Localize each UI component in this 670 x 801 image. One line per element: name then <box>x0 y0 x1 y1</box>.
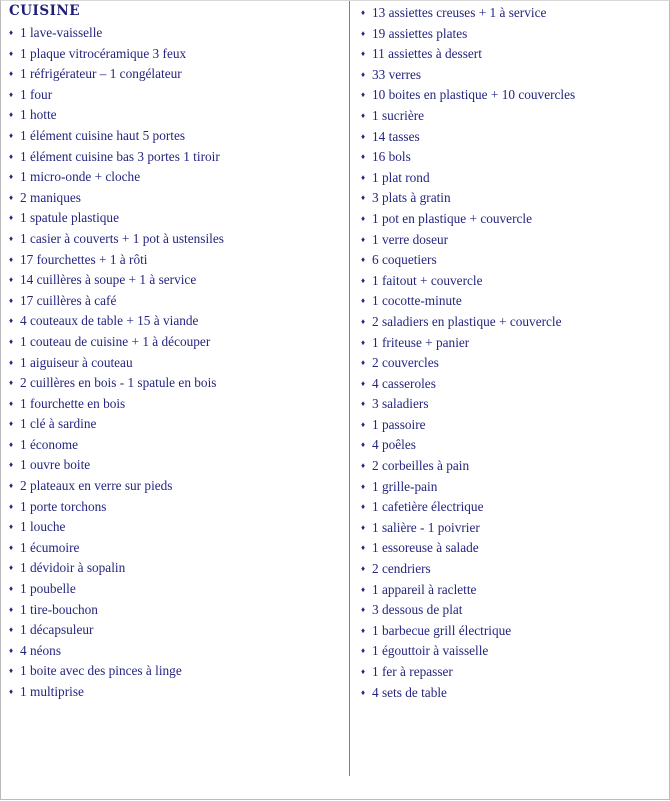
diamond-bullet-icon: ♦ <box>361 564 366 574</box>
diamond-bullet-icon: ♦ <box>9 295 14 305</box>
list-item-label: 19 assiettes plates <box>372 25 468 41</box>
list-item <box>361 353 670 374</box>
diamond-bullet-icon: ♦ <box>9 110 14 120</box>
diamond-bullet-icon: ♦ <box>9 48 14 58</box>
diamond-bullet-icon: ♦ <box>361 49 366 59</box>
list-item <box>361 559 670 580</box>
list-item-label: 2 plateaux en verre sur pieds <box>20 478 173 494</box>
list-item <box>361 106 670 127</box>
list-item <box>361 3 670 24</box>
diamond-bullet-icon: ♦ <box>361 605 366 615</box>
diamond-bullet-icon: ♦ <box>9 28 14 37</box>
list-item <box>9 641 349 662</box>
column-divider <box>349 1 350 776</box>
diamond-bullet-icon: ♦ <box>361 419 366 429</box>
list-item <box>361 65 670 86</box>
list-item-label: 1 égouttoir à vaisselle <box>372 643 489 659</box>
diamond-bullet-icon: ♦ <box>361 234 366 244</box>
list-item <box>9 579 349 600</box>
list-item-label: 4 couteaux de table + 15 à viande <box>20 313 199 329</box>
diamond-bullet-icon: ♦ <box>9 89 14 99</box>
diamond-bullet-icon: ♦ <box>361 110 366 120</box>
list-item <box>9 455 349 476</box>
list-item <box>9 188 349 209</box>
list-item-label: 1 grille-pain <box>372 478 438 494</box>
diamond-bullet-icon: ♦ <box>361 316 366 326</box>
list-item-label: 1 verre doseur <box>372 231 449 247</box>
list-item-label: 1 réfrigérateur – 1 congélateur <box>20 66 182 82</box>
list-item-label: 1 pot en plastique + couvercle <box>372 210 532 226</box>
diamond-bullet-icon: ♦ <box>9 398 14 408</box>
diamond-bullet-icon: ♦ <box>361 213 366 223</box>
diamond-bullet-icon: ♦ <box>9 151 14 161</box>
list-item <box>9 538 349 559</box>
list-item-label: 16 bols <box>372 149 411 165</box>
diamond-bullet-icon: ♦ <box>361 625 366 635</box>
list-item-label: 17 cuillères à café <box>20 292 117 308</box>
list-item <box>361 538 670 559</box>
list-item-label: 1 aiguiseur à couteau <box>20 354 133 370</box>
list-item <box>9 23 349 44</box>
list-item-label: 1 multiprise <box>20 684 84 699</box>
diamond-bullet-icon: ♦ <box>361 28 366 38</box>
list-item-label: 10 boites en plastique + 10 couvercles <box>372 87 576 103</box>
list-item <box>361 456 670 477</box>
diamond-bullet-icon: ♦ <box>361 646 366 656</box>
list-item-label: 6 coquetiers <box>372 252 437 268</box>
list-item <box>9 147 349 168</box>
list-item <box>361 24 670 45</box>
list-item-label: 1 sucrière <box>372 107 425 123</box>
list-item <box>361 477 670 498</box>
diamond-bullet-icon: ♦ <box>9 625 14 635</box>
right-column-list <box>361 3 670 703</box>
list-item-label: 1 salière - 1 poivrier <box>372 519 480 535</box>
diamond-bullet-icon: ♦ <box>361 255 366 265</box>
list-item-label: 1 spatule plastique <box>20 210 119 226</box>
list-item <box>9 373 349 394</box>
diamond-bullet-icon: ♦ <box>361 543 366 553</box>
list-item <box>9 682 349 703</box>
list-item <box>361 683 670 704</box>
list-item <box>361 580 670 601</box>
list-item-label: 1 écumoire <box>20 539 80 555</box>
diamond-bullet-icon: ♦ <box>9 687 14 696</box>
list-item-label: 1 friteuse + panier <box>372 334 470 350</box>
list-item-label: 1 passoire <box>372 416 426 432</box>
list-item-label: 1 barbecue grill électrique <box>372 622 512 638</box>
list-item-label: 1 tire-bouchon <box>20 601 98 617</box>
diamond-bullet-icon: ♦ <box>9 336 14 346</box>
diamond-bullet-icon: ♦ <box>361 152 366 162</box>
list-item-label: 2 saladiers en plastique + couvercle <box>372 313 562 329</box>
list-item <box>361 600 670 621</box>
list-item-label: 1 casier à couverts + 1 pot à ustensiles <box>20 230 224 246</box>
list-item-label: 4 casseroles <box>372 375 436 391</box>
list-item <box>9 332 349 353</box>
list-item <box>361 333 670 354</box>
list-item <box>361 250 670 271</box>
left-column-list <box>9 23 349 703</box>
list-item <box>9 126 349 147</box>
list-item-label: 1 élément cuisine haut 5 portes <box>20 127 186 143</box>
diamond-bullet-icon: ♦ <box>9 254 14 264</box>
list-item <box>9 229 349 250</box>
diamond-bullet-icon: ♦ <box>9 378 14 388</box>
list-item-label: 2 cuillères en bois - 1 spatule en bois <box>20 375 217 391</box>
diamond-bullet-icon: ♦ <box>9 316 14 326</box>
list-item-label: 2 maniques <box>20 189 81 205</box>
list-item-label: 2 couvercles <box>372 355 439 371</box>
list-item-label: 14 cuillères à soupe + 1 à service <box>20 272 197 288</box>
diamond-bullet-icon: ♦ <box>9 69 14 79</box>
list-item <box>361 394 670 415</box>
diamond-bullet-icon: ♦ <box>9 130 14 140</box>
diamond-bullet-icon: ♦ <box>361 378 366 388</box>
list-item <box>9 517 349 538</box>
diamond-bullet-icon: ♦ <box>9 563 14 573</box>
diamond-bullet-icon: ♦ <box>9 357 14 367</box>
diamond-bullet-icon: ♦ <box>9 460 14 470</box>
list-item-label: 1 four <box>20 86 53 102</box>
list-item <box>9 600 349 621</box>
list-item-label: 4 sets de table <box>372 684 447 700</box>
list-item-label: 1 hotte <box>20 107 57 123</box>
list-item-label: 1 cocotte-minute <box>372 293 462 309</box>
list-item <box>361 127 670 148</box>
list-item <box>9 167 349 188</box>
list-item-label: 11 assiettes à dessert <box>372 46 482 62</box>
list-item <box>9 105 349 126</box>
list-item-label: 1 ouvre boite <box>20 457 91 473</box>
list-item <box>9 414 349 435</box>
list-item-label: 3 dessous de plat <box>372 602 463 618</box>
list-item <box>361 435 670 456</box>
list-item <box>9 44 349 65</box>
diamond-bullet-icon: ♦ <box>361 90 366 100</box>
list-item-label: 1 économe <box>20 436 78 452</box>
list-item <box>9 394 349 415</box>
list-item-label: 1 dévidoir à sopalin <box>20 560 126 576</box>
diamond-bullet-icon: ♦ <box>361 502 366 512</box>
diamond-bullet-icon: ♦ <box>361 193 366 203</box>
list-item <box>361 271 670 292</box>
diamond-bullet-icon: ♦ <box>9 666 14 676</box>
list-item <box>9 208 349 229</box>
list-item <box>361 209 670 230</box>
list-item <box>9 85 349 106</box>
list-item-label: 1 micro-onde + cloche <box>20 169 141 185</box>
list-item <box>9 311 349 332</box>
list-item <box>9 476 349 497</box>
diamond-bullet-icon: ♦ <box>361 481 366 491</box>
diamond-bullet-icon: ♦ <box>361 69 366 79</box>
list-item <box>9 64 349 85</box>
list-item <box>361 147 670 168</box>
diamond-bullet-icon: ♦ <box>361 8 366 17</box>
list-item-label: 1 couteau de cuisine + 1 à découper <box>20 333 211 349</box>
diamond-bullet-icon: ♦ <box>9 275 14 285</box>
diamond-bullet-icon: ♦ <box>9 645 14 655</box>
diamond-bullet-icon: ♦ <box>361 172 366 182</box>
list-item <box>9 661 349 682</box>
list-item-label: 1 faitout + couvercle <box>372 272 483 288</box>
list-item <box>9 291 349 312</box>
diamond-bullet-icon: ♦ <box>361 440 366 450</box>
list-item-label: 2 corbeilles à pain <box>372 458 470 474</box>
list-item-label: 33 verres <box>372 66 422 82</box>
diamond-bullet-icon: ♦ <box>9 172 14 182</box>
diamond-bullet-icon: ♦ <box>9 419 14 429</box>
list-item-label: 3 plats à gratin <box>372 190 451 206</box>
list-item <box>361 312 670 333</box>
diamond-bullet-icon: ♦ <box>361 687 366 697</box>
list-item <box>361 85 670 106</box>
list-item <box>361 641 670 662</box>
list-item <box>361 415 670 436</box>
list-item <box>361 168 670 189</box>
list-item <box>361 374 670 395</box>
diamond-bullet-icon: ♦ <box>9 584 14 594</box>
list-item-label: 1 poubelle <box>20 581 76 597</box>
diamond-bullet-icon: ♦ <box>9 192 14 202</box>
list-item <box>361 188 670 209</box>
list-item <box>361 497 670 518</box>
diamond-bullet-icon: ♦ <box>361 275 366 285</box>
diamond-bullet-icon: ♦ <box>9 213 14 223</box>
diamond-bullet-icon: ♦ <box>9 522 14 532</box>
list-item-label: 1 plat rond <box>372 169 430 185</box>
list-item <box>9 497 349 518</box>
diamond-bullet-icon: ♦ <box>9 439 14 449</box>
list-item-label: 1 essoreuse à salade <box>372 540 479 556</box>
inventory-columns <box>1 1 670 801</box>
list-item-label: 1 louche <box>20 519 66 535</box>
diamond-bullet-icon: ♦ <box>361 584 366 594</box>
list-item-label: 1 appareil à raclette <box>372 581 477 597</box>
list-item <box>361 230 670 251</box>
diamond-bullet-icon: ♦ <box>9 501 14 511</box>
list-item-label: 13 assiettes creuses + 1 à service <box>372 5 547 20</box>
page-title: CUISINE <box>9 3 81 19</box>
list-item-label: 1 boite avec des pinces à linge <box>20 663 182 679</box>
diamond-bullet-icon: ♦ <box>361 296 366 306</box>
list-item-label: 2 cendriers <box>372 561 431 577</box>
list-item-label: 1 clé à sardine <box>20 416 97 432</box>
diamond-bullet-icon: ♦ <box>9 481 14 491</box>
list-item-label: 1 porte torchons <box>20 498 107 514</box>
list-item-label: 1 décapsuleur <box>20 622 94 638</box>
diamond-bullet-icon: ♦ <box>361 461 366 471</box>
left-column <box>1 1 349 801</box>
list-item <box>361 44 670 65</box>
diamond-bullet-icon: ♦ <box>361 399 366 409</box>
diamond-bullet-icon: ♦ <box>361 667 366 676</box>
list-item <box>9 435 349 456</box>
list-item-label: 1 plaque vitrocéramique 3 feux <box>20 45 187 61</box>
diamond-bullet-icon: ♦ <box>361 131 366 141</box>
list-item <box>9 558 349 579</box>
diamond-bullet-icon: ♦ <box>9 542 14 552</box>
list-item <box>361 662 670 683</box>
list-item <box>9 250 349 271</box>
diamond-bullet-icon: ♦ <box>361 522 366 532</box>
list-item <box>9 270 349 291</box>
list-item-label: 1 fer à repasser <box>372 664 453 679</box>
list-item-label: 1 lave-vaisselle <box>20 25 103 40</box>
list-item-label: 4 néons <box>20 642 61 658</box>
list-item <box>361 518 670 539</box>
list-item-label: 17 fourchettes + 1 à rôti <box>20 251 148 267</box>
list-item-label: 4 poêles <box>372 437 416 453</box>
list-item <box>9 353 349 374</box>
list-item-label: 1 cafetière électrique <box>372 499 484 515</box>
diamond-bullet-icon: ♦ <box>9 233 14 243</box>
diamond-bullet-icon: ♦ <box>9 604 14 614</box>
list-item <box>361 621 670 642</box>
list-item <box>9 620 349 641</box>
right-column <box>349 1 670 801</box>
diamond-bullet-icon: ♦ <box>361 337 366 347</box>
list-item-label: 1 fourchette en bois <box>20 395 126 411</box>
list-item <box>361 291 670 312</box>
list-item-label: 1 élément cuisine bas 3 portes 1 tiroir <box>20 148 220 164</box>
list-item-label: 3 saladiers <box>372 396 429 412</box>
diamond-bullet-icon: ♦ <box>361 358 366 368</box>
list-item-label: 14 tasses <box>372 128 420 144</box>
